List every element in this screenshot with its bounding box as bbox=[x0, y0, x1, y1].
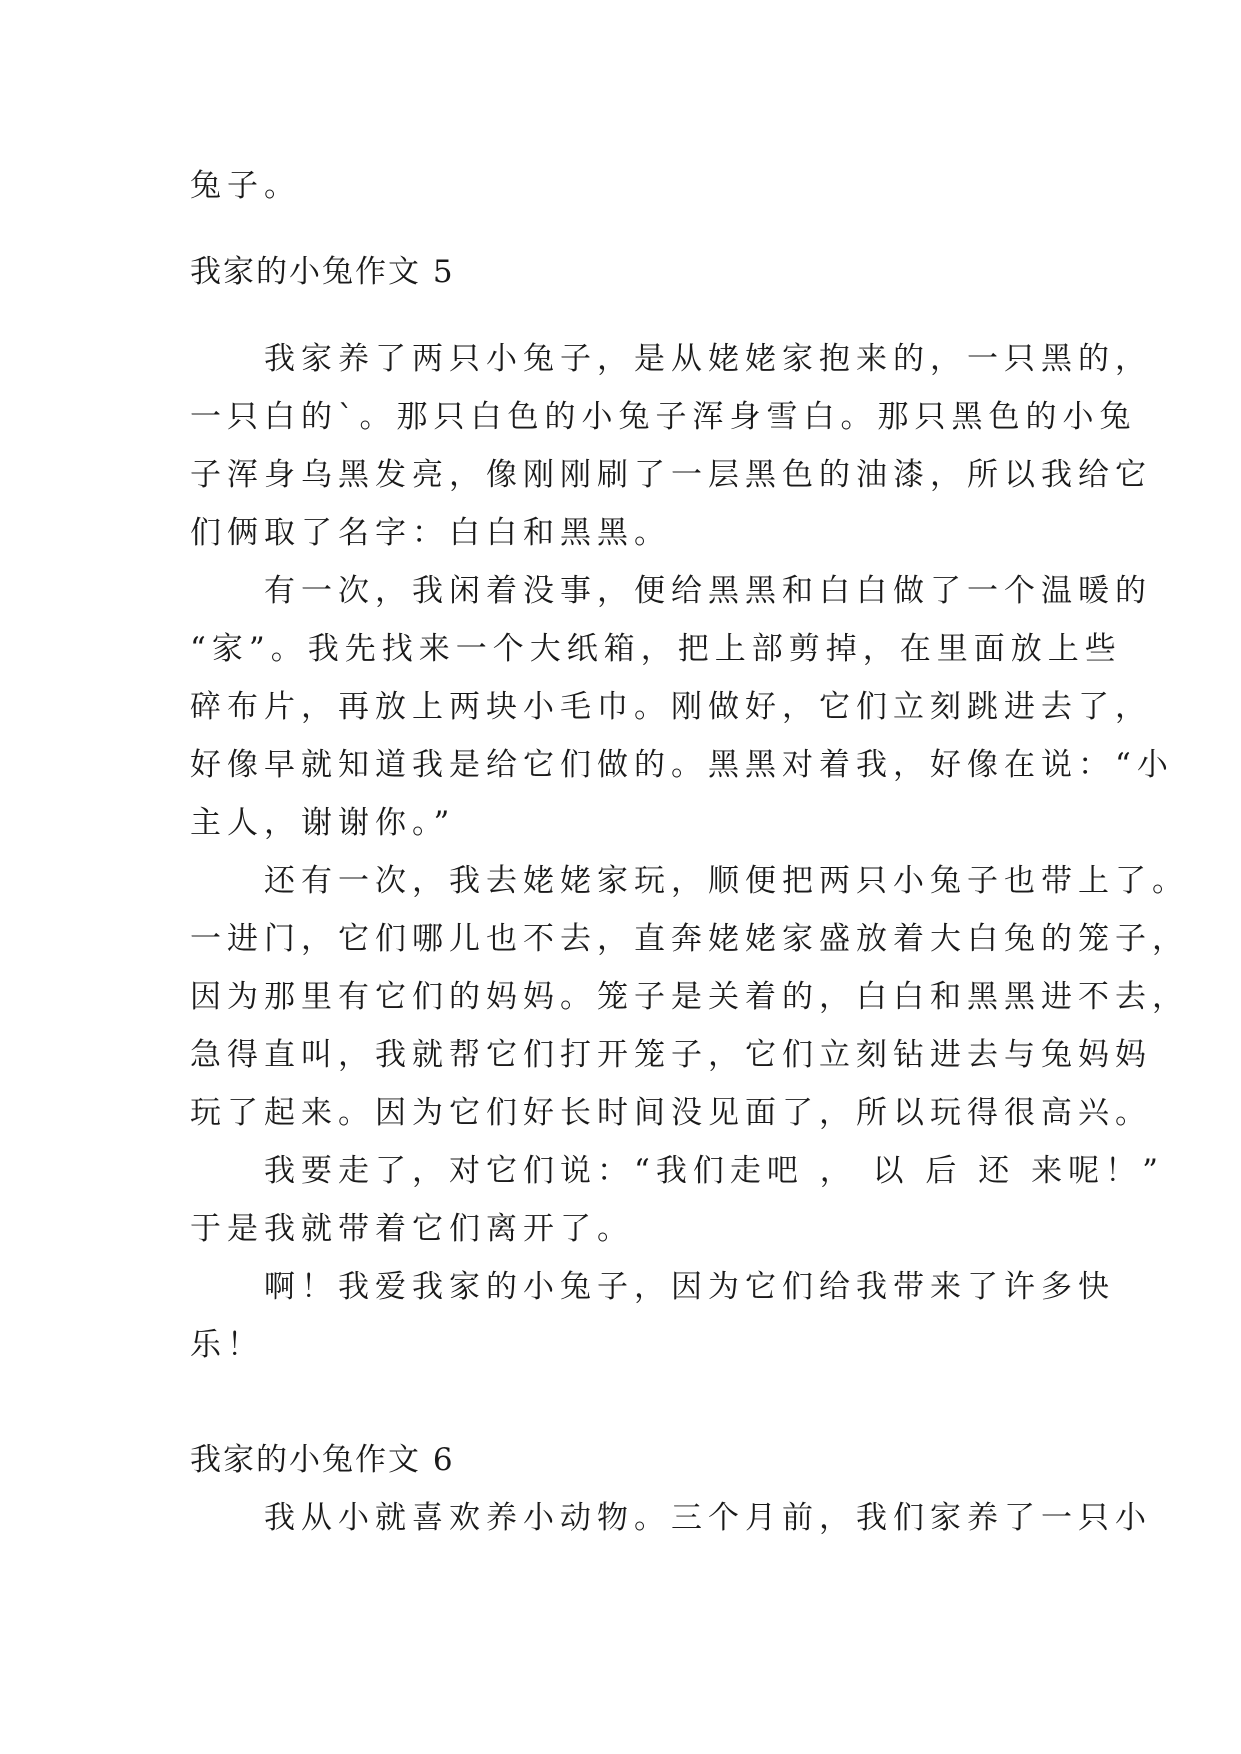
text-line: 于是我就带着它们离开了。 bbox=[190, 1211, 634, 1247]
text-line: 子浑身乌黑发亮，像刚刚刷了一层黑色的油漆，所以我给它 bbox=[190, 457, 1152, 493]
text-line: 一进门，它们哪儿也不去，直奔姥姥家盛放着大白兔的笼子， bbox=[190, 921, 1189, 957]
text-line: 们俩取了名字：白白和黑黑。 bbox=[190, 515, 671, 551]
section-heading: 我家的小兔作文 6 bbox=[190, 1442, 455, 1478]
text-line: 乐！ bbox=[190, 1327, 264, 1363]
section-heading: 我家的小兔作文 5 bbox=[190, 254, 455, 290]
text-line: 一只白的`。那只白色的小兔子浑身雪白。那只黑色的小兔 bbox=[190, 399, 1137, 435]
text-line: 有一次，我闲着没事，便给黑黑和白白做了一个温暖的 bbox=[190, 573, 1152, 609]
text-line: 主人，谢谢你。” bbox=[190, 805, 456, 841]
text-line: 啊！我爱我家的小兔子，因为它们给我带来了许多快 bbox=[190, 1269, 1115, 1305]
text-line: 兔子。 bbox=[190, 168, 301, 204]
text-line: 我从小就喜欢养小动物。三个月前，我们家养了一只小 bbox=[190, 1500, 1152, 1536]
text-line: 因为那里有它们的妈妈。笼子是关着的，白白和黑黑进不去， bbox=[190, 979, 1189, 1015]
text-line: “家”。我先找来一个大纸箱，把上部剪掉，在里面放上些 bbox=[190, 631, 1122, 667]
text-line: 碎布片，再放上两块小毛巾。刚做好，它们立刻跳进去了， bbox=[190, 689, 1152, 725]
text-line: 还有一次，我去姥姥家玩，顺便把两只小兔子也带上了。 bbox=[190, 863, 1189, 899]
text-line: 好像早就知道我是给它们做的。黑黑对着我，好像在说：“小 bbox=[190, 747, 1174, 783]
text-line: 我要走了，对它们说：“我们走吧 ， 以 后 还 来呢！” bbox=[190, 1153, 1164, 1189]
text-line: 急得直叫，我就帮它们打开笼子，它们立刻钻进去与兔妈妈 bbox=[190, 1037, 1152, 1073]
text-line: 我家养了两只小兔子，是从姥姥家抱来的，一只黑的， bbox=[190, 341, 1152, 377]
text-line: 玩了起来。因为它们好长时间没见面了，所以玩得很高兴。 bbox=[190, 1095, 1152, 1131]
